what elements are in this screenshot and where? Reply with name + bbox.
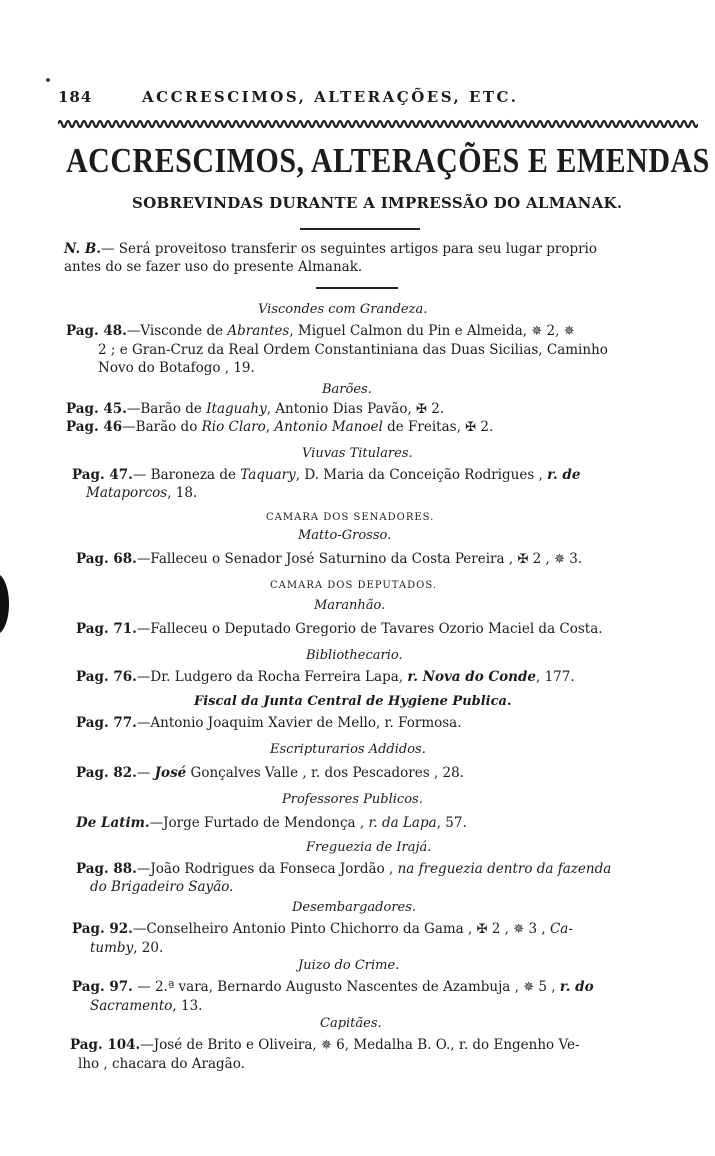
section-camara-senadores: CAMARA DOS SENADORES. [266, 512, 435, 523]
star-order-icon: ✵ [554, 552, 566, 567]
section-camara-deputados: CAMARA DOS DEPUTADOS. [270, 580, 438, 591]
entry-ref: Pag. 82. [76, 765, 137, 781]
section-viscondes: Viscondes com Grandeza. [258, 302, 428, 317]
entry-pag-48: Pag. 48.—Visconde de Abrantes, Miguel Calmon du Pin e Almeida, ✵ 2, ✵ 2 ; e Gran-Cruz da Real Ordem Constantiniana das Duas Sicilias, Caminho Novo do Botafogo , 19. [66, 323, 608, 376]
entry-ref: Pag. 97. [72, 979, 133, 995]
section-escripturarios: Escripturarios Addidos. [270, 742, 426, 757]
note-line-2: antes do se fazer uso do presente Almanak. [64, 259, 363, 275]
entry-ref: De Latim. [76, 815, 150, 831]
binding-mark [0, 575, 14, 633]
section-viuvas: Viuvas Titulares. [302, 446, 413, 461]
entry-ref: Pag. 76. [76, 669, 137, 685]
running-header [58, 88, 518, 106]
page-number: 184 [58, 88, 93, 106]
entry-pag-45: Pag. 45.—Barão de Itaguahy, Antonio Dias Pavão, ✠ 2. [66, 401, 445, 417]
cross-order-icon: ✠ [416, 402, 427, 417]
entry-pag-68: Pag. 68.—Falleceu o Senador José Saturnino da Costa Pereira , ✠ 2 , ✵ 3. [76, 551, 583, 567]
entry-ref: Pag. 71. [76, 621, 137, 637]
entry-pag-97: Pag. 97. — 2.ª vara, Bernardo Augusto Nascentes de Azambuja , ✵ 5 , r. do Sacramento, 13. [72, 979, 594, 1014]
entry-pag-77: Pag. 77.—Antonio Joaquim Xavier de Mello, r. Formosa. [76, 715, 462, 731]
section-juizo: Juizo do Crime. [298, 958, 400, 973]
entry-ref: Pag. 46 [66, 419, 123, 435]
entry-pag-46: Pag. 46—Barão do Rio Claro, Antonio Manoel de Freitas, ✠ 2. [66, 419, 494, 435]
section-maranhao: Maranhão. [314, 598, 386, 613]
entry-ref: Pag. 92. [72, 921, 133, 937]
entry-ref: Pag. 68. [76, 551, 137, 567]
page-title: ACCRESCIMOS, ALTERAÇÕES E EMENDAS [66, 142, 710, 180]
star-order-icon: ✵ [531, 324, 543, 339]
note-line-1: — Será proveitoso transferir os seguintes artigos para seu lugar proprio [101, 241, 598, 257]
section-desembargadores: Desembargadores. [292, 900, 417, 915]
star-order-icon: ✵ [563, 324, 575, 339]
entry-pag-92: Pag. 92.—Conselheiro Antonio Pinto Chichorro da Gama , ✠ 2 , ✵ 3 , Ca- tumby, 20. [72, 921, 573, 956]
entry-pag-104: Pag. 104.—José de Brito e Oliveira, ✵ 6, Medalha B. O., r. do Engenho Ve- lho , chacara do Aragão. [70, 1037, 580, 1072]
note-label: N. B. [64, 241, 101, 257]
cross-order-icon: ✠ [465, 420, 477, 435]
cross-order-icon: ✠ [476, 922, 488, 937]
entry-pag-71: Pag. 71.—Falleceu o Deputado Gregorio de Tavares Ozorio Maciel da Costa. [76, 621, 603, 637]
entry-ref: Pag. 88. [76, 861, 137, 877]
entry-pag-88: Pag. 88.—João Rodrigues da Fonseca Jordão , na freguezia dentro da fazenda do Brigadeiro Sayão. [76, 861, 612, 895]
entry-ref: Pag. 47. [72, 467, 133, 483]
entry-latim: De Latim.—Jorge Furtado de Mendonça , r. da Lapa, 57. [76, 815, 467, 831]
section-matto-grosso: Matto-Grosso. [298, 528, 392, 543]
section-fiscal: Fiscal da Junta Central de Hygiene Publica. [194, 694, 512, 709]
page-subtitle: SOBREVINDAS DURANTE A IMPRESSÃO DO ALMANAK. [132, 194, 623, 212]
entry-pag-76: Pag. 76.—Dr. Ludgero da Rocha Ferreira Lapa, r. Nova do Conde, 177. [76, 669, 575, 685]
section-iraja: Freguezia de Irajá. [306, 840, 432, 855]
page-speck [46, 78, 50, 82]
star-order-icon: ✵ [523, 980, 535, 995]
section-capitaes: Capitães. [320, 1016, 382, 1031]
entry-ref: Pag. 45. [66, 401, 127, 417]
title-divider [300, 228, 420, 230]
section-bibliothecario: Bibliothecario. [306, 648, 403, 663]
section-baroes: Barões. [322, 382, 372, 397]
entry-ref: Pag. 77. [76, 715, 137, 731]
star-order-icon: ✵ [320, 1038, 332, 1053]
entry-pag-47: Pag. 47.— Baroneza de Taquary, D. Maria da Conceição Rodrigues , r. de Mataporcos, 18. [72, 467, 581, 501]
editor-note [64, 240, 704, 276]
star-order-icon: ✵ [513, 922, 525, 937]
cross-order-icon: ✠ [517, 552, 529, 567]
entry-pag-82: Pag. 82.— José Gonçalves Valle , r. dos Pescadores , 28. [76, 765, 465, 781]
entry-ref: Pag. 104. [70, 1037, 141, 1053]
note-divider [316, 287, 398, 289]
running-title: ACCRESCIMOS, ALTERAÇÕES, ETC. [142, 88, 519, 106]
section-professores: Professores Publicos. [282, 792, 423, 807]
entry-ref: Pag. 48. [66, 323, 127, 339]
ornamental-rule [58, 118, 698, 130]
